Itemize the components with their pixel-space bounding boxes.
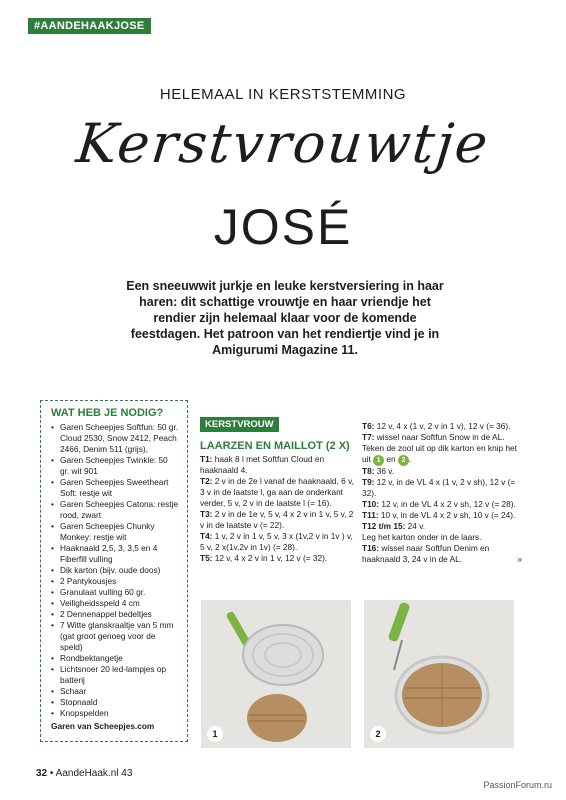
materials-list — [51, 422, 179, 719]
row-text: 10 v, in de VL 4 x 2 v sh, 10 v (= 24). — [378, 510, 516, 520]
photo-1-illustration — [201, 600, 351, 748]
row-label: T7: — [362, 432, 375, 442]
row-label: T1: — [200, 454, 213, 464]
list-item: • Garen Scheepjes Twinkle: 50 gr. wit 901 — [51, 455, 179, 477]
kicker-title: HELEMAAL IN KERSTSTEMMING — [159, 86, 407, 103]
row-label: T16: — [362, 543, 380, 553]
magazine-issue: AandeHaak.nl 43 — [55, 768, 133, 779]
pattern-row — [362, 510, 522, 521]
row-text: 2 v in de 1e v, 5 v, 4 x 2 v in 1 v, 5 v, 2 v in de laatste v (= 22). — [200, 509, 354, 530]
pattern-row — [362, 466, 522, 477]
row-text: 1 v, 2 v in 1 v, 5 v, 3 x (1v,2 v in 1v ) v, 5 v, 2 x(1v,2v in 1v) (= 28). — [200, 531, 353, 552]
category-tag: #AANDEHAAKJOSE — [28, 18, 151, 34]
photo-badge-1: 1 — [207, 726, 223, 742]
pattern-row — [362, 521, 522, 532]
row-text: wissel naar Softfun Denim en haaknaald 3, 24 v in de AL. — [362, 543, 490, 564]
list-item: • Haaknaald 2,5, 3, 3,5 en 4 Fiberfill vulling — [51, 543, 179, 565]
list-item: • Lichtsnoer 20 led-lampjes op batterij — [51, 664, 179, 686]
list-item: • Garen Scheepjes Chunky Monkey: restje wit — [51, 521, 179, 543]
materials-footer: Garen van Scheepjes.com — [51, 721, 155, 731]
pattern-row — [362, 477, 522, 499]
photo-sole-with-cardboard — [364, 600, 514, 748]
list-item: • 2 Dennenappel bedeltjes — [51, 609, 179, 620]
intro-text: Een sneeuwwit jurkje en leuke kerstversiering in haar haren: dit schattige vrouwtje en haar vriendje het rendier zijn helemaal klaar voor de komende feestdagen. Het patroon van het rendiertje vind je in Amigurumi Magazine 11. — [126, 279, 444, 357]
row-label: T10: — [362, 499, 380, 509]
list-item: • Garen Scheepjes Sweetheart Soft: restje wit — [51, 477, 179, 499]
watermark: PassionForum.ru — [483, 780, 552, 790]
footer-bullet: • — [49, 768, 54, 779]
page-footer — [36, 768, 132, 779]
row-text: 2 v in de 2e l vanaf de haaknaald, 6 v, 3 v in de laatste l, ga aan de onderkant verder, 5 v, 2 v in de laatste l (= 16). — [200, 476, 354, 508]
row-text: 12 v, in de VL 4 x 2 v sh, 12 v (= 28). — [379, 499, 516, 509]
pattern-row — [362, 499, 522, 510]
pattern-row — [362, 532, 522, 543]
pattern-row — [200, 509, 356, 531]
pattern-row — [200, 531, 356, 553]
pattern-column-1 — [200, 441, 356, 564]
section-heading: LAARZEN EN MAILLOT (2 X) — [200, 440, 350, 452]
list-item: • Knopspelden — [51, 708, 179, 719]
row-label: T8: — [362, 466, 375, 476]
row-text: 12 v, 4 x 2 v in 1 v, 12 v (= 32). — [212, 553, 328, 563]
row-text: Leg het karton onder in de laars. — [362, 532, 482, 542]
photo-badge-2: 2 — [370, 726, 386, 742]
row-label: T3: — [200, 509, 213, 519]
continue-arrow: » — [517, 554, 522, 564]
section-tag: KERSTVROUW — [200, 417, 279, 432]
pattern-row — [200, 476, 356, 509]
row-label: T2: — [200, 476, 213, 486]
photo-crochet-sole — [201, 600, 351, 748]
list-item: • Garen Scheepjes Softfun: 50 gr. Cloud 2530, Snow 2412, Peach 2466, Denim 511 (grijs), — [51, 422, 179, 455]
pattern-row: T7: wissel naar Softfun Snow in de AL. Teken de zool uit op dik karton en knip het uit 1 en 2 . — [362, 432, 517, 464]
pattern-row — [362, 421, 522, 432]
row-text: haak 8 l met Softfun Cloud en haaknaald 4. — [200, 454, 325, 475]
materials-box — [40, 400, 188, 742]
list-item: • 7 Witte glanskraaltje van 5 mm (gat groot genoeg voor de speld) — [51, 620, 179, 653]
photo-ref-1-badge: 1 — [373, 455, 384, 466]
row-label: T6: — [362, 421, 375, 431]
script-title: Kerstvrouwtje — [73, 112, 493, 175]
row-text: 12 v, 4 x (1 v, 2 v in 1 v), 12 v (= 36). — [374, 421, 511, 431]
list-item: • Dik karton (bijv. oude doos) — [51, 565, 179, 576]
list-item: • Garen Scheepjes Catona: restje rood, zwart — [51, 499, 179, 521]
row-label: T5: — [200, 553, 213, 563]
row-label: T4: — [200, 531, 213, 541]
name-title: JOSÉ — [213, 199, 353, 255]
row-text: 12 v, in de VL 4 x (1 v, 2 v sh), 12 v (= 32). — [362, 477, 516, 498]
list-item: • 2 Pantykousjes — [51, 576, 179, 587]
pattern-row — [362, 543, 522, 565]
row-text: 24 v. — [405, 521, 426, 531]
pattern-column-2 — [362, 421, 522, 565]
page-number: 32 — [36, 768, 48, 779]
row-text: 36 v. — [374, 466, 395, 476]
list-item: • Stopnaald — [51, 697, 179, 708]
materials-heading: WAT HEB JE NODIG? — [51, 407, 164, 419]
row-text: wissel naar Softfun Snow in de AL. Teken de zool uit op dik karton en knip het uit — [362, 432, 517, 464]
photo-ref-2-badge: 2 — [398, 455, 409, 466]
pattern-row — [200, 553, 356, 564]
list-item: • Schaar — [51, 686, 179, 697]
photo-2-illustration — [364, 600, 514, 748]
row-label: T9: — [362, 477, 375, 487]
pattern-row — [200, 454, 356, 476]
list-item: • Rondbektangetje — [51, 653, 179, 664]
row-label: T11: — [362, 510, 379, 520]
ref-and: en — [384, 454, 398, 464]
list-item: • Granulaat vulling 60 gr. — [51, 587, 179, 598]
row-label: T12 t/m 15: — [362, 521, 406, 531]
list-item: • Veiligheidsspeld 4 cm — [51, 598, 179, 609]
